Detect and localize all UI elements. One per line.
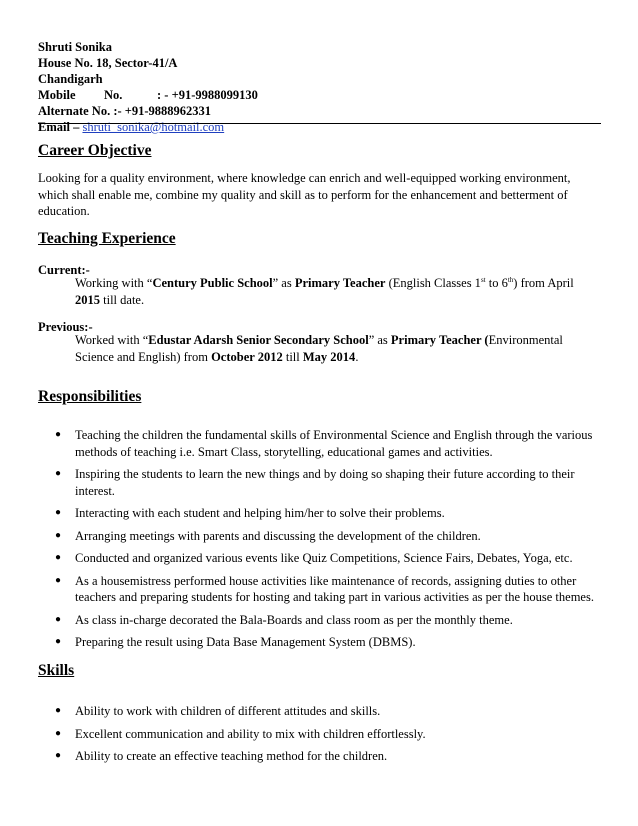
bullet-icon: ●	[55, 636, 62, 647]
skill-item	[53, 703, 598, 720]
mobile-value: : - +91-9988099130	[157, 88, 258, 102]
responsibility-item	[53, 573, 598, 606]
text-run: ” as	[272, 276, 295, 290]
address-line-2: Chandigarh	[38, 72, 103, 86]
previous-to: May 2014	[302, 349, 356, 364]
responsibility-item-text: Inspiring the students to learn the new things and by doing so shaping their future according to their interest.	[75, 467, 575, 498]
responsibility-item-text: Conducted and organized various events like Quiz Competitions, Science Fairs, Debates, Yoga, etc.	[75, 551, 573, 565]
superscript: th	[507, 275, 514, 284]
previous-job-text	[75, 332, 585, 365]
text-run: Environmental Science and English) from	[75, 333, 563, 364]
responsibility-item-text: As class in-charge decorated the Bala-Boards and class room as per the monthly theme.	[75, 612, 513, 627]
previous-school: Edustar Adarsh Senior Secondary School	[148, 333, 369, 347]
previous-from: October 2012	[211, 349, 283, 364]
responsibility-item	[53, 505, 598, 522]
skill-item	[53, 726, 598, 743]
candidate-name: Shruti Sonika	[38, 40, 112, 54]
responsibility-item	[53, 634, 598, 651]
text-run: Worked with “	[75, 333, 149, 347]
responsibility-item-text: Preparing the result using Data Base Management System (DBMS).	[75, 635, 416, 649]
current-label: Current:-	[38, 263, 90, 277]
responsibility-item-text: As a housemistress performed house activities like maintenance of records, assigning duties to other teachers and preparing students for hosting and taking part in various activities as per the house themes.	[75, 573, 594, 604]
alternate-line: Alternate No. :- +91-9888962331	[38, 104, 212, 118]
text-run: ” as	[368, 333, 391, 347]
responsibility-item-text: Teaching the children the fundamental skills of Environmental Science and English through the various methods of teaching i.e. Smart Class, storytelling, educational games and activities.	[75, 428, 593, 459]
text-run: till date.	[100, 292, 145, 307]
skill-item	[53, 748, 598, 765]
email-label: Email –	[38, 120, 80, 134]
skills-heading: Skills	[38, 662, 75, 679]
responsibilities-list	[53, 427, 598, 657]
previous-role: Primary Teacher (	[390, 333, 489, 347]
skill-item-text: Excellent communication and ability to mix with children effortlessly.	[75, 726, 426, 741]
text-run: ) from April	[513, 276, 574, 290]
teaching-experience-heading: Teaching Experience	[38, 230, 176, 247]
skill-item-text: Ability to work with children of different attitudes and skills.	[75, 704, 381, 718]
current-school: Century Public School	[152, 276, 273, 290]
bullet-icon: ●	[55, 613, 62, 625]
skills-list	[53, 703, 598, 771]
text-run: till	[282, 349, 303, 364]
email-link[interactable]: shruti_sonika@hotmail.com	[82, 120, 225, 134]
superscript: st	[480, 275, 486, 284]
email-line	[38, 119, 258, 135]
contact-header	[38, 39, 258, 135]
responsibility-item	[53, 427, 598, 460]
bullet-icon: ●	[55, 429, 62, 440]
responsibilities-heading: Responsibilities	[38, 388, 142, 405]
text-run: Working with “	[75, 276, 153, 290]
career-objective-text: Looking for a quality environment, where knowledge can enrich and well-equipped working environment, which shall enable me, combine my quality and skill as to perform for the enhancement and betterment of education.	[38, 171, 571, 218]
responsibility-item	[53, 550, 598, 567]
bullet-icon: ●	[55, 507, 62, 518]
bullet-icon: ●	[55, 468, 62, 479]
bullet-icon: ●	[55, 529, 62, 541]
bullet-icon: ●	[55, 750, 62, 761]
skill-item-text: Ability to create an effective teaching method for the children.	[75, 749, 388, 763]
text-run: .	[355, 349, 359, 364]
responsibility-item-text: Interacting with each student and helping him/her to solve their problems.	[75, 506, 445, 520]
bullet-icon: ●	[55, 552, 62, 563]
previous-label: Previous:-	[38, 320, 93, 334]
responsibility-item	[53, 466, 598, 499]
text-run: to 6	[485, 276, 508, 290]
mobile-no-label: No.	[104, 88, 123, 102]
bullet-icon: ●	[55, 705, 62, 716]
current-role: Primary Teacher	[294, 276, 386, 290]
current-since-year: 2015	[75, 292, 100, 307]
responsibility-item	[53, 528, 598, 545]
current-job-text	[75, 275, 585, 308]
address-line-1: House No. 18, Sector-41/A	[38, 56, 178, 70]
header-divider	[38, 123, 601, 124]
career-objective-heading: Career Objective	[38, 142, 152, 159]
responsibility-item-text: Arranging meetings with parents and discussing the development of the children.	[75, 528, 481, 543]
bullet-icon: ●	[55, 727, 62, 739]
responsibility-item	[53, 612, 598, 629]
mobile-label: Mobile	[38, 88, 76, 102]
mobile-line	[38, 87, 258, 103]
text-run: (English Classes 1	[385, 276, 481, 290]
bullet-icon: ●	[55, 574, 62, 586]
